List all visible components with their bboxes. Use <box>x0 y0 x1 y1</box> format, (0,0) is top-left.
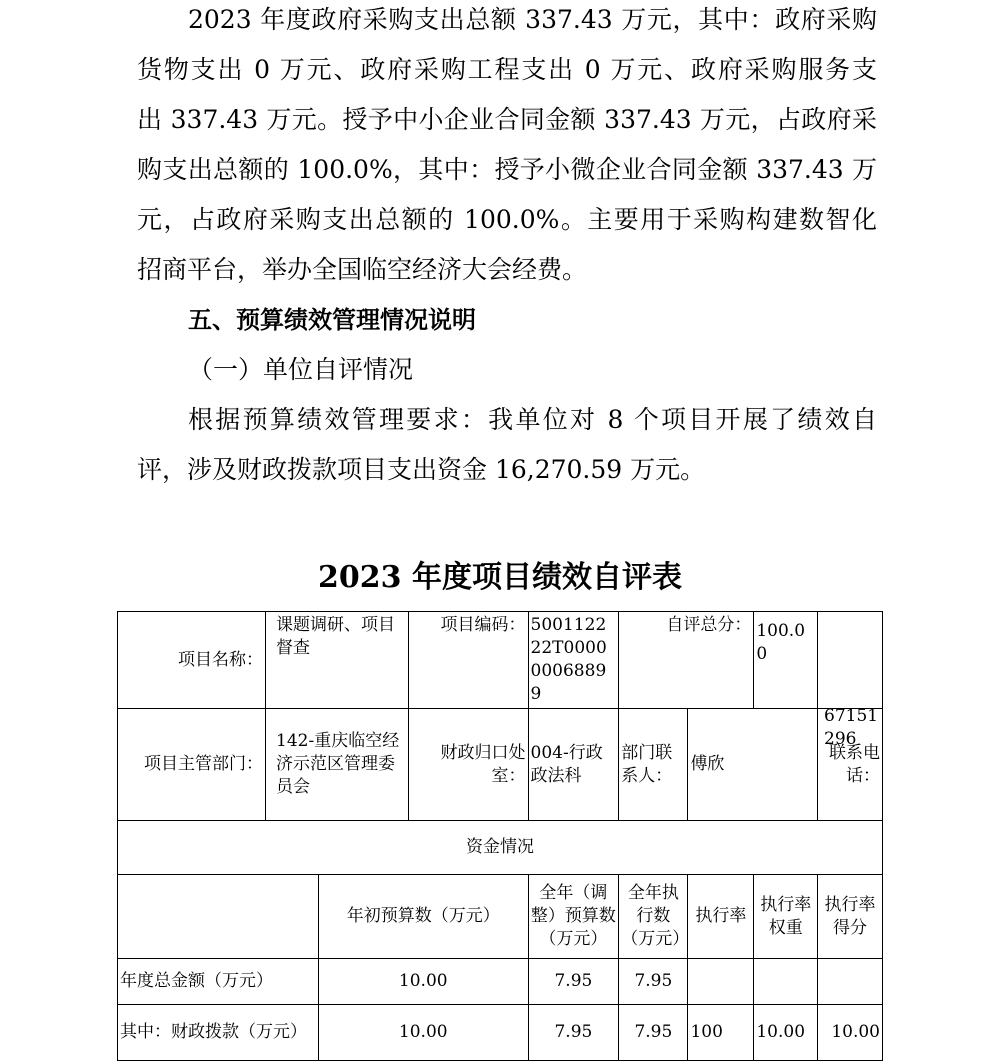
performance-table <box>117 611 883 1061</box>
text-line: 评，涉及财政拨款项目支出资金 16,270.59 万元。 <box>137 455 706 484</box>
weight-value <box>754 959 818 1005</box>
phone-value: 67151296 <box>824 706 879 749</box>
executed-value: 7.95 <box>619 959 688 1005</box>
empty-cell <box>818 612 883 709</box>
project-code: 500112222T000000068899 <box>528 612 619 709</box>
score-value: 10.00 <box>818 1005 883 1061</box>
table-row <box>118 821 883 875</box>
procurement-paragraph <box>137 0 877 45</box>
phone-label: 联系电话： <box>818 709 883 821</box>
score-value <box>818 959 883 1005</box>
exec-rate-value <box>688 959 754 1005</box>
col-exec-rate-weight: 执行率权重 <box>754 875 818 959</box>
text-line: 购支出总额的 100.0%，其中：授予小微企业合同金额 337.43 万 <box>137 155 877 184</box>
text-line: 货物支出 0 万元、政府采购工程支出 0 万元、政府采购服务支 <box>137 55 877 84</box>
text-line: 元，占政府采购支出总额的 100.0%。主要用于采购构建数智化 <box>137 205 877 234</box>
table-row <box>118 959 883 1005</box>
table-row <box>118 1005 883 1061</box>
self-eval-paragraph-cont <box>137 445 877 495</box>
contact: 傅欣 <box>688 709 818 821</box>
self-eval-total-label: 自评总分： <box>619 612 754 709</box>
dept: 142-重庆临空经济示范区管理委员会 <box>266 709 409 821</box>
col-exec-rate-score: 执行率得分 <box>818 875 883 959</box>
row-label: 年度总金额（万元） <box>118 959 319 1005</box>
text-line: 根据预算绩效管理要求：我单位对 8 个项目开展了绩效自 <box>188 405 877 434</box>
exec-rate-value: 100 <box>688 1005 754 1061</box>
initial-budget-value: 10.00 <box>318 1005 528 1061</box>
contact-label: 部门联系人： <box>619 709 688 821</box>
text-line: 出 337.43 万元。授予中小企业合同金额 337.43 万元，占政府采 <box>137 105 877 134</box>
table-row <box>118 612 883 709</box>
adjusted-budget-value: 7.95 <box>528 959 619 1005</box>
project-code-label: 项目编码： <box>408 612 528 709</box>
col-exec-rate: 执行率 <box>688 875 754 959</box>
weight-value: 10.00 <box>754 1005 818 1061</box>
col-adjusted-budget: 全年（调整）预算数（万元） <box>528 875 619 959</box>
text-line: 2023 年度政府采购支出总额 337.43 万元，其中：政府采购 <box>188 5 877 34</box>
finance-office-label: 财政归口处室： <box>408 709 528 821</box>
text-line: 招商平台，举办全国临空经济大会经费。 <box>137 255 588 284</box>
subsection-heading: （一）单位自评情况 <box>188 355 414 384</box>
table-row <box>118 709 883 821</box>
table-row <box>118 875 883 959</box>
table-title: 2023 年度项目绩效自评表 <box>318 560 682 595</box>
self-eval-total: 100.00 <box>754 612 818 709</box>
section-heading: 五、预算绩效管理情况说明 <box>188 306 476 334</box>
initial-budget-value: 10.00 <box>318 959 528 1005</box>
project-name-label: 项目名称： <box>118 612 266 709</box>
empty-header <box>118 875 319 959</box>
dept-label: 项目主管部门： <box>118 709 266 821</box>
row-label: 其中：财政拨款（万元） <box>118 1005 319 1061</box>
col-initial-budget: 年初预算数（万元） <box>318 875 528 959</box>
adjusted-budget-value: 7.95 <box>528 1005 619 1061</box>
col-executed: 全年执行数（万元） <box>619 875 688 959</box>
funds-section-label: 资金情况 <box>118 821 883 875</box>
executed-value: 7.95 <box>619 1005 688 1061</box>
self-eval-paragraph <box>137 395 877 445</box>
procurement-paragraph-cont <box>137 45 877 295</box>
finance-office: 004-行政政法科 <box>528 709 619 821</box>
project-name: 课题调研、项目督查 <box>266 612 409 709</box>
